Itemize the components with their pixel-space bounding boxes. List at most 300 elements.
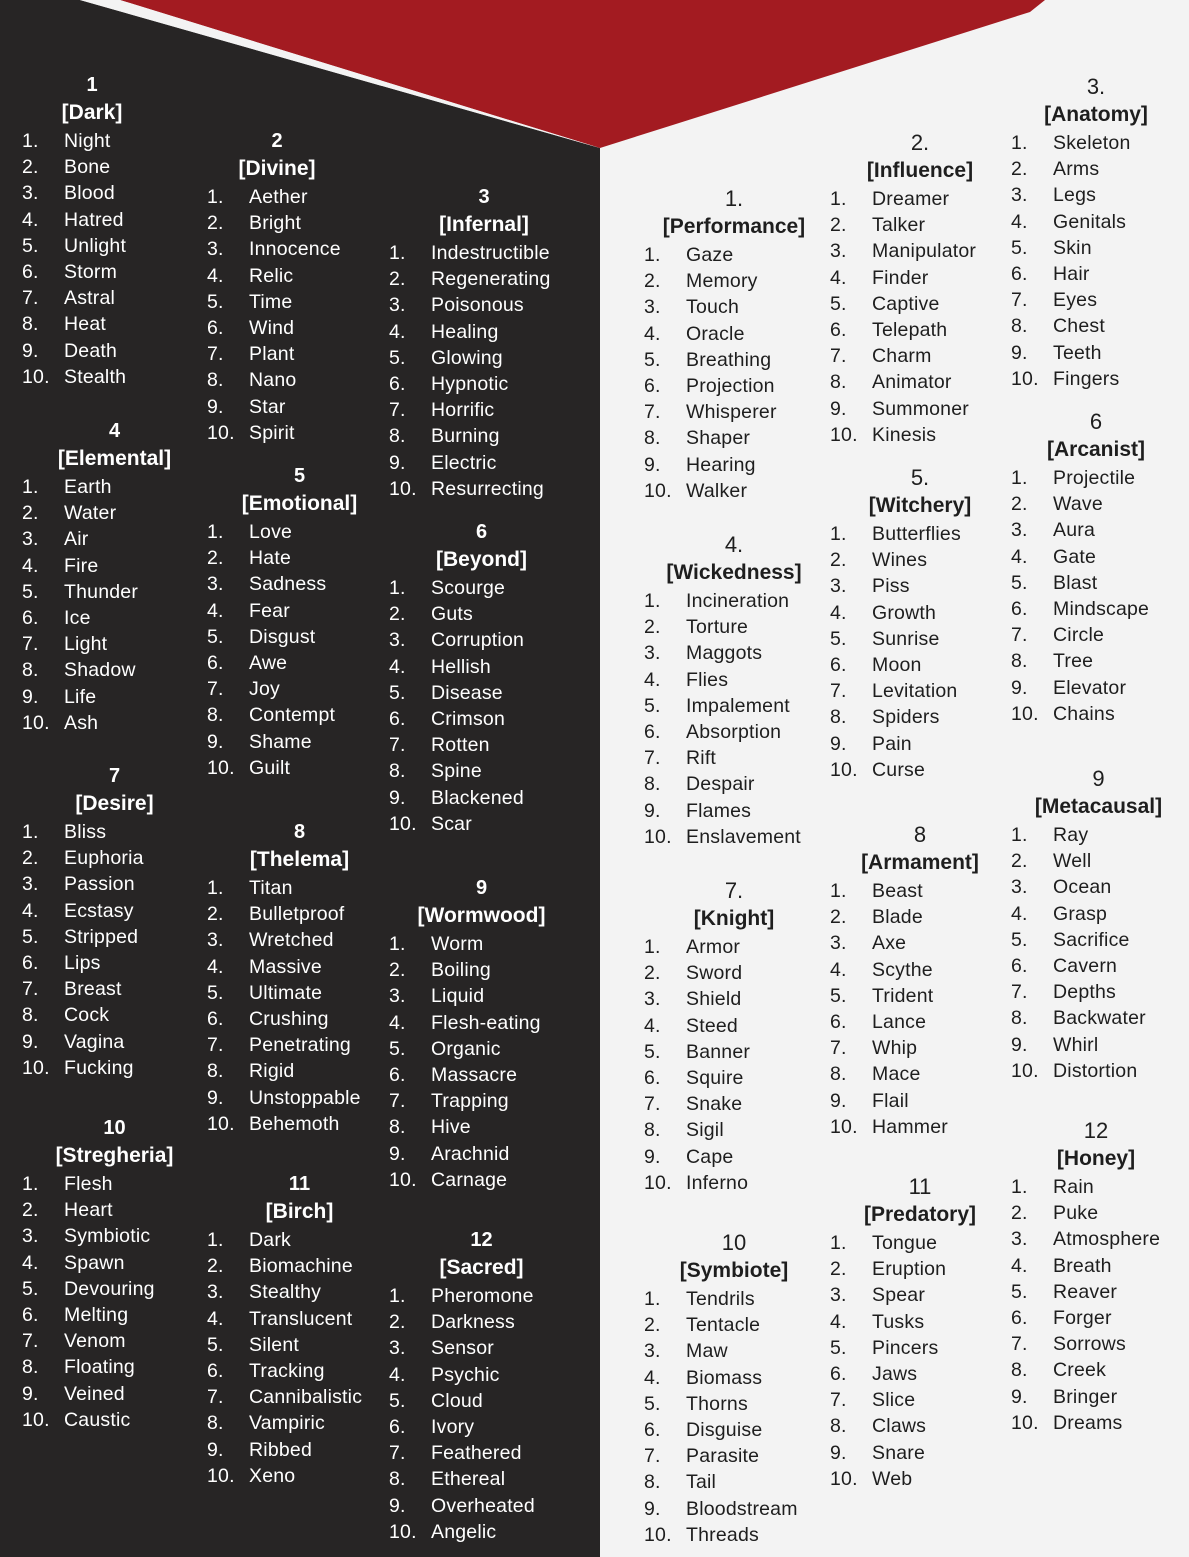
table-list — [644, 242, 824, 504]
table-list — [389, 1283, 574, 1545]
table-title: [Armament] — [861, 851, 979, 874]
list-item: 2. Memory — [644, 270, 758, 293]
list-item: 3. Spear — [830, 1284, 926, 1307]
list-item: 9. Ribbed — [207, 1438, 312, 1461]
table-number: 4 — [108, 420, 121, 442]
list-item: 8. Despair — [644, 773, 755, 796]
list-item: 3. Blood — [22, 182, 115, 205]
list-item: 1. Tendrils — [644, 1288, 755, 1310]
table-light-12 — [1011, 1118, 1181, 1436]
list-item: 6. Hypnotic — [389, 372, 509, 395]
list-item: 9. Teeth — [1011, 341, 1102, 364]
list-item: 4. Fire — [22, 554, 99, 577]
list-item: 8. Tree — [1011, 650, 1094, 673]
list-item: 1. Worm — [389, 933, 484, 955]
list-item: 6. Massacre — [389, 1063, 518, 1086]
list-item: 2. Hate — [207, 547, 291, 570]
list-item: 4. Genitals — [1011, 210, 1127, 233]
table-dark-7 — [22, 763, 207, 1081]
table-dark-2 — [207, 128, 347, 446]
list-item: 9. Pain — [830, 732, 912, 755]
table-list — [644, 934, 824, 1196]
list-item: 1. Skeleton — [1011, 132, 1131, 154]
table-title: [Arcanist] — [1046, 438, 1146, 461]
list-item: 5. Time — [207, 290, 293, 313]
list-item: 4. Flesh-eating — [389, 1011, 541, 1034]
list-item: 1. Pheromone — [389, 1285, 534, 1307]
list-item: 5. Banner — [644, 1040, 751, 1063]
list-item: 6. Projection — [644, 374, 775, 397]
list-item: 5. Breathing — [644, 348, 772, 371]
list-item: 3. Symbiotic — [22, 1225, 151, 1248]
list-item: 5. Devouring — [22, 1277, 155, 1300]
list-item: 2. Wines — [830, 549, 928, 572]
table-title: [Thelema] — [249, 848, 350, 871]
list-item: 8. Heat — [22, 313, 106, 336]
table-title: [Performance] — [662, 215, 806, 238]
table-light-8 — [830, 822, 1010, 1140]
list-item: 2. Talker — [830, 214, 926, 237]
table-dark-8 — [207, 819, 392, 1137]
table-list — [389, 240, 579, 502]
list-item: 7. Breast — [22, 978, 122, 1001]
list-item: 10. Walker — [644, 479, 748, 502]
list-item: 10. Fingers — [1011, 367, 1120, 390]
list-item: 3. Innocence — [207, 238, 341, 261]
table-number: 1 — [86, 74, 98, 96]
table-number: 4. — [724, 532, 744, 557]
list-item: 5. Cloud — [389, 1389, 483, 1412]
list-item: 9. Bringer — [1011, 1385, 1118, 1408]
list-item: 3. Manipulator — [830, 240, 977, 263]
list-item: 10. Resurrecting — [389, 477, 544, 500]
list-item: 6. Crimson — [389, 707, 505, 730]
table-dark-1 — [22, 72, 162, 390]
list-item: 10. Curse — [830, 758, 926, 781]
table-number: 12 — [470, 1229, 493, 1251]
list-item: 5. Silent — [207, 1333, 299, 1356]
list-item: 7. Horrific — [389, 399, 495, 422]
list-item: 1. Beast — [830, 880, 923, 902]
list-item: 8. Claws — [830, 1415, 927, 1438]
list-item: 6. Telepath — [830, 318, 948, 341]
list-item: 9. Vagina — [22, 1030, 125, 1053]
list-item: 7. Cannibalistic — [207, 1386, 363, 1409]
list-item: 8. Chest — [1011, 315, 1105, 338]
list-item: 4. Relic — [207, 264, 294, 287]
list-item: 7. Parasite — [644, 1445, 760, 1468]
table-title: [Wickedness] — [666, 561, 802, 584]
list-item: 6. Wind — [207, 316, 295, 339]
table-dark-5 — [207, 463, 392, 781]
list-item: 10. Xeno — [207, 1464, 296, 1487]
list-item: 5. Pincers — [830, 1336, 939, 1359]
list-item: 4. Healing — [389, 320, 499, 343]
list-item: 5. Disgust — [207, 625, 316, 648]
list-item: 3. Piss — [830, 575, 910, 598]
list-item: 2. Euphoria — [22, 847, 144, 870]
table-title: [Dark] — [61, 101, 123, 124]
table-light-6 — [1011, 409, 1181, 727]
list-item: 8. Animator — [830, 371, 952, 394]
list-item: 4. Finder — [830, 266, 929, 289]
list-item: 6. Mindscape — [1011, 597, 1150, 620]
list-item: 1. Indestructible — [389, 242, 550, 264]
list-item: 1. Bliss — [22, 821, 107, 843]
list-item: 4. Massive — [207, 955, 322, 978]
list-item: 2. Boiling — [389, 959, 491, 982]
list-item: 8. Rigid — [207, 1060, 295, 1083]
table-number: 11 — [908, 1174, 932, 1199]
list-item: 10. Ash — [22, 711, 99, 734]
list-item: 1. Earth — [22, 476, 112, 498]
table-title: [Honey] — [1056, 1147, 1136, 1170]
list-item: 6. Ivory — [389, 1415, 475, 1438]
list-item: 6. Cavern — [1011, 954, 1118, 977]
list-item: 8. Hive — [389, 1116, 471, 1139]
list-item: 2. Regenerating — [389, 268, 551, 291]
table-list — [644, 588, 824, 850]
list-item: 3. Ocean — [1011, 876, 1112, 899]
table-list — [1011, 822, 1186, 1084]
list-item: 3. Sadness — [207, 573, 327, 596]
list-item: 10. Kinesis — [830, 423, 937, 446]
table-number: 2. — [910, 130, 930, 155]
list-item: 10. Distortion — [1011, 1059, 1138, 1082]
list-item: 4. Oracle — [644, 322, 745, 345]
table-number: 5. — [910, 465, 930, 490]
table-number: 11 — [288, 1173, 311, 1195]
list-item: 5. Reaver — [1011, 1280, 1118, 1303]
list-item: 4. Breath — [1011, 1254, 1112, 1277]
list-item: 4. Fear — [207, 599, 290, 622]
list-item: 3. Maw — [644, 1340, 728, 1363]
list-item: 1. Butterflies — [830, 523, 961, 545]
list-item: 7. Levitation — [830, 680, 958, 703]
list-item: 7. Trapping — [389, 1090, 509, 1113]
list-item: 6. Absorption — [644, 720, 782, 743]
table-number: 7 — [108, 765, 121, 787]
list-item: 1. Incineration — [644, 590, 790, 612]
table-light-1 — [644, 186, 824, 504]
table-number: 9 — [1092, 766, 1105, 791]
table-list — [389, 575, 574, 837]
list-item: 10. Web — [830, 1467, 913, 1490]
list-item: 8. Ethereal — [389, 1468, 506, 1491]
list-item: 10. Caustic — [22, 1408, 131, 1431]
list-item: 4. Biomass — [644, 1366, 763, 1389]
list-item: 7. Slice — [830, 1389, 916, 1412]
list-item: 10. Hammer — [830, 1115, 948, 1138]
table-title: [Birch] — [265, 1200, 334, 1223]
list-item: 4. Hatred — [22, 208, 124, 231]
table-dark-4 — [22, 418, 207, 736]
list-item: 3. Wretched — [207, 929, 334, 952]
list-item: 3. Air — [22, 528, 89, 551]
list-item: 2. Sword — [644, 962, 743, 985]
list-item: 5. Glowing — [389, 346, 503, 369]
list-item: 3. Corruption — [389, 629, 525, 652]
table-number: 2 — [271, 130, 283, 152]
table-title: [Desire] — [75, 792, 154, 815]
list-item: 7. Whisperer — [644, 401, 777, 424]
list-item: 10. Inferno — [644, 1171, 749, 1194]
list-item: 1. Dark — [207, 1229, 291, 1251]
list-item: 1. Gaze — [644, 244, 734, 266]
list-item: 5. Unlight — [22, 234, 127, 257]
list-item: 10. Enslavement — [644, 825, 801, 848]
list-item: 3. Stealthy — [207, 1281, 322, 1304]
list-item: 4. Hellish — [389, 655, 491, 678]
list-item: 8. Floating — [22, 1356, 135, 1379]
list-item: 4. Flies — [644, 668, 729, 691]
list-item: 5. Ultimate — [207, 981, 323, 1004]
list-item: 7. Penetrating — [207, 1034, 351, 1057]
table-title: [Symbiote] — [679, 1259, 789, 1282]
table-number: 6 — [475, 521, 488, 543]
list-item: 2. Puke — [1011, 1202, 1099, 1225]
table-light-11 — [830, 1174, 1010, 1492]
list-item: 1. Night — [22, 130, 111, 152]
list-item: 2. Wave — [1011, 493, 1103, 516]
list-item: 1. Ray — [1011, 824, 1089, 846]
table-title: [Stregheria] — [55, 1144, 174, 1167]
table-title: [Witchery] — [868, 494, 972, 517]
table-list — [207, 875, 392, 1137]
table-number: 9 — [475, 877, 488, 899]
list-item: 5. Blast — [1011, 571, 1098, 594]
list-item: 5. Captive — [830, 292, 940, 315]
table-title: [Infernal] — [439, 213, 529, 236]
list-item: 9. Cape — [644, 1145, 734, 1168]
list-item: 3. Maggots — [644, 642, 763, 665]
table-list — [22, 474, 207, 736]
list-item: 7. Whip — [830, 1037, 918, 1060]
list-item: 7. Astral — [22, 287, 116, 310]
list-item: 5. Skin — [1011, 236, 1092, 259]
table-dark-12 — [389, 1227, 574, 1545]
list-item: 6. Melting — [22, 1303, 129, 1326]
table-list — [1011, 130, 1181, 392]
list-item: 7. Eyes — [1011, 289, 1098, 312]
table-list — [207, 184, 347, 446]
table-title: [Emotional] — [241, 492, 358, 515]
table-list — [207, 1227, 392, 1489]
list-item: 1. Scourge — [389, 577, 506, 599]
list-item: 1. Titan — [207, 877, 293, 899]
table-list — [830, 521, 1010, 783]
list-item: 1. Tongue — [830, 1232, 938, 1254]
list-item: 4. Spawn — [22, 1251, 125, 1274]
list-item: 10. Scar — [389, 812, 472, 835]
table-light-5 — [830, 465, 1010, 783]
table-dark-9 — [389, 875, 574, 1193]
list-item: 3. Atmosphere — [1011, 1228, 1161, 1251]
table-light-4 — [644, 532, 824, 850]
list-item: 9. Star — [207, 395, 286, 418]
list-item: 4. Growth — [830, 601, 937, 624]
table-title: [Sacred] — [439, 1256, 524, 1279]
list-item: 2. Eruption — [830, 1258, 947, 1281]
list-item: 8. Backwater — [1011, 1007, 1146, 1030]
list-item: 8. Vampiric — [207, 1412, 326, 1435]
list-item: 10. Spirit — [207, 421, 295, 444]
list-item: 9. Life — [22, 685, 97, 708]
list-item: 10. Dreams — [1011, 1411, 1123, 1434]
table-number: 6 — [1089, 409, 1103, 434]
table-title: [Elemental] — [57, 447, 172, 470]
list-item: 5. Impalement — [644, 694, 790, 717]
list-item: 6. Squire — [644, 1066, 744, 1089]
list-item: 9. Summoner — [830, 397, 969, 420]
list-item: 7. Rotten — [389, 734, 490, 757]
list-item: 2. Tentacle — [644, 1314, 761, 1337]
list-item: 9. Overheated — [389, 1494, 535, 1517]
list-item: 9. Blackened — [389, 786, 524, 809]
table-number: 8 — [913, 822, 927, 847]
list-item: 3. Passion — [22, 873, 135, 896]
list-item: 8. Contempt — [207, 704, 336, 727]
list-item: 5. Thorns — [644, 1392, 748, 1415]
list-item: 6. Jaws — [830, 1362, 918, 1385]
list-item: 10. Threads — [644, 1523, 759, 1546]
list-item: 5. Stripped — [22, 925, 139, 948]
table-list — [644, 1286, 824, 1548]
table-list — [207, 519, 392, 781]
table-dark-11 — [207, 1171, 392, 1489]
list-item: 2. Torture — [644, 616, 749, 639]
table-title: [Knight] — [693, 907, 775, 930]
table-list — [22, 1171, 207, 1433]
list-item: 2. Guts — [389, 603, 473, 626]
list-item: 9. Unstoppable — [207, 1086, 361, 1109]
list-item: 10. Behemoth — [207, 1112, 340, 1135]
list-item: 9. Flames — [644, 799, 752, 822]
list-item: 7. Venom — [22, 1330, 126, 1353]
table-number: 3 — [478, 186, 490, 208]
table-title: [Wormwood] — [417, 904, 546, 927]
list-item: 7. Plant — [207, 343, 295, 366]
list-item: 7. Joy — [207, 678, 280, 701]
list-item: 2. Well — [1011, 850, 1092, 873]
list-item: 3. Touch — [644, 296, 740, 319]
list-item: 5. Sunrise — [830, 627, 940, 650]
table-title: [Beyond] — [436, 548, 527, 571]
table-number: 5 — [293, 465, 306, 487]
list-item: 2. Water — [22, 502, 117, 525]
list-item: 2. Darkness — [389, 1311, 515, 1334]
table-light-7 — [644, 878, 824, 1196]
list-item: 3. Aura — [1011, 519, 1095, 542]
list-item: 7. Snake — [644, 1093, 743, 1116]
list-item: 3. Shield — [644, 988, 742, 1011]
list-item: 3. Axe — [830, 932, 907, 955]
list-item: 1. Projectile — [1011, 467, 1136, 489]
table-number: 8 — [293, 821, 306, 843]
list-item: 5. Trident — [830, 984, 934, 1007]
table-title: [Anatomy] — [1044, 103, 1148, 126]
list-item: 8. Burning — [389, 425, 500, 448]
list-item: 1. Dreamer — [830, 188, 950, 210]
list-item: 1. Aether — [207, 186, 308, 208]
list-item: 8. Sigil — [644, 1119, 724, 1142]
list-item: 10. Chains — [1011, 702, 1115, 725]
list-item: 6. Crushing — [207, 1007, 329, 1030]
list-item: 3. Poisonous — [389, 294, 524, 317]
list-item: 6. Forger — [1011, 1306, 1112, 1329]
list-item: 7. Circle — [1011, 624, 1105, 647]
list-item: 8. Spiders — [830, 706, 940, 729]
list-item: 9. Bloodstream — [644, 1497, 798, 1520]
list-item: 9. Flail — [830, 1089, 909, 1112]
list-item: 3. Liquid — [389, 985, 485, 1008]
table-title: [Divine] — [238, 157, 316, 180]
list-item: 2. Bulletproof — [207, 903, 345, 926]
list-item: 9. Snare — [830, 1441, 926, 1464]
list-item: 7. Depths — [1011, 981, 1116, 1004]
table-light-10 — [644, 1230, 824, 1548]
list-item: 1. Rain — [1011, 1176, 1094, 1198]
list-item: 9. Whirl — [1011, 1033, 1099, 1056]
table-dark-6 — [389, 519, 574, 837]
list-item: 2. Bone — [22, 156, 111, 179]
table-dark-10 — [22, 1115, 207, 1433]
table-number: 12 — [1083, 1118, 1109, 1143]
list-item: 9. Arachnid — [389, 1142, 510, 1165]
list-item: 6. Lips — [22, 951, 101, 974]
list-item: 1. Love — [207, 521, 293, 543]
list-item: 6. Awe — [207, 651, 288, 674]
list-item: 4. Psychic — [389, 1363, 500, 1386]
list-item: 7. Sorrows — [1011, 1333, 1126, 1356]
list-item: 10. Carnage — [389, 1168, 508, 1191]
list-item: 6. Ice — [22, 606, 91, 629]
list-item: 7. Feathered — [389, 1442, 522, 1465]
list-item: 4. Steed — [644, 1014, 738, 1037]
table-title: [Predatory] — [863, 1203, 977, 1226]
list-item: 2. Arms — [1011, 158, 1100, 181]
table-list — [22, 128, 162, 390]
table-list — [1011, 465, 1181, 727]
table-number: 7. — [724, 878, 744, 903]
list-item: 10. Stealth — [22, 365, 127, 388]
list-item: 6. Tracking — [207, 1359, 325, 1382]
list-item: 4. Tusks — [830, 1310, 925, 1333]
list-item: 4. Ecstasy — [22, 899, 134, 922]
list-item: 9. Hearing — [644, 453, 756, 476]
list-item: 1. Flesh — [22, 1173, 113, 1195]
table-light-9 — [1011, 766, 1186, 1084]
table-list — [22, 819, 207, 1081]
list-item: 3. Sensor — [389, 1337, 494, 1360]
table-list — [830, 878, 1010, 1140]
list-item: 2. Bright — [207, 212, 302, 235]
list-item: 7. Light — [22, 633, 108, 656]
table-number: 10 — [721, 1230, 747, 1255]
list-item: 4. Gate — [1011, 545, 1097, 568]
list-item: 8. Tail — [644, 1471, 717, 1494]
list-item: 6. Hair — [1011, 262, 1090, 285]
table-title: [Influence] — [866, 159, 974, 182]
list-item: 4. Translucent — [207, 1307, 353, 1330]
table-number: 3. — [1086, 74, 1106, 99]
list-item: 8. Mace — [830, 1063, 921, 1086]
list-item: 8. Nano — [207, 369, 297, 392]
table-dark-3 — [389, 184, 579, 502]
list-item: 5. Sacrifice — [1011, 928, 1130, 951]
list-item: 9. Veined — [22, 1382, 125, 1405]
list-item: 7. Rift — [644, 747, 717, 770]
